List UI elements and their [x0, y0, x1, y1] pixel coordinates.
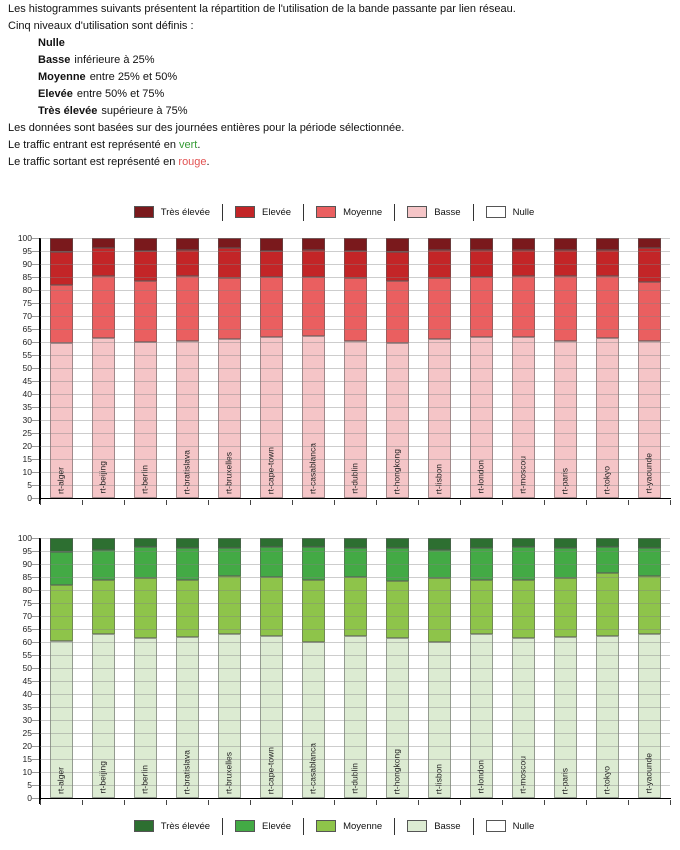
legend-item	[235, 206, 303, 218]
bar-segment-elevée	[596, 250, 619, 276]
x-axis-tick	[292, 500, 293, 505]
y-axis-label: 10	[22, 767, 32, 777]
legend-label: Elevée	[262, 820, 292, 832]
gridline	[40, 459, 670, 460]
bar-label: rt-paris	[559, 467, 570, 494]
legend-swatch-icon	[235, 206, 255, 218]
bar-segment-moyenne	[176, 276, 199, 341]
bar-label: rt-casablanca	[307, 442, 318, 494]
bar-label: rt-casablanca	[307, 742, 318, 794]
gridline	[40, 303, 670, 304]
legend-label: Moyenne	[343, 206, 383, 218]
bar-segment-très-élevée	[176, 538, 199, 548]
bar-label: rt-paris	[559, 767, 570, 794]
x-axis-tick	[628, 500, 629, 505]
bar-segment-très-élevée	[512, 238, 535, 250]
x-axis-tick	[418, 800, 419, 805]
bar-segment-très-élevée	[470, 538, 493, 548]
gridline	[40, 616, 670, 617]
y-axis-label: 90	[22, 559, 32, 569]
y-axis-label: 40	[22, 389, 32, 399]
bar-segment-très-élevée	[596, 238, 619, 250]
legend-sortant	[0, 202, 680, 222]
bar-segment-elevée	[50, 552, 73, 585]
gridline	[40, 316, 670, 317]
legend-label: Nulle	[512, 206, 535, 218]
gridline	[40, 603, 670, 604]
bar-segment-très-élevée	[260, 538, 283, 547]
intro-line-3: Les données sont basées sur des journées entières pour la période sélectionnée.	[8, 122, 405, 134]
legend-swatch-icon	[235, 820, 255, 832]
bar-label: rt-lisbon	[433, 463, 444, 494]
bar-label: rt-moscou	[517, 456, 528, 494]
bar-segment-très-élevée	[134, 238, 157, 251]
y-axis-label: 20	[22, 441, 32, 451]
legend-separator	[394, 204, 395, 221]
y-axis-label: 30	[22, 415, 32, 425]
gridline	[40, 342, 670, 343]
y-axis-label: 65	[22, 624, 32, 634]
gridline	[40, 733, 670, 734]
x-axis-tick	[376, 800, 377, 805]
gridline	[40, 720, 670, 721]
gridline	[40, 642, 670, 643]
legend-item	[486, 206, 547, 218]
legend-item	[134, 206, 222, 218]
gridline	[40, 433, 670, 434]
gridline	[40, 277, 670, 278]
bar-segment-très-élevée	[92, 538, 115, 550]
bar-segment-très-élevée	[176, 238, 199, 250]
bar-segment-moyenne	[470, 580, 493, 635]
bar-label: rt-london	[475, 760, 486, 794]
gridline	[40, 368, 670, 369]
bar-label: rt-cape-town	[265, 746, 276, 794]
bar-label: rt-dublin	[349, 463, 360, 494]
gridline	[40, 655, 670, 656]
bar-label: rt-berlin	[139, 765, 150, 794]
bar-segment-très-élevée	[554, 238, 577, 250]
bar-segment-moyenne	[344, 577, 367, 636]
bar-segment-très-élevée	[638, 238, 661, 248]
y-axis-label: 70	[22, 611, 32, 621]
bar-label: rt-hongkong	[391, 748, 402, 794]
x-axis-tick	[292, 800, 293, 805]
intro-line-2: Cinq niveaux d'utilisation sont définis :	[8, 20, 194, 32]
bar-segment-elevée	[638, 548, 661, 575]
bar-label: rt-london	[475, 460, 486, 494]
x-axis-tick	[334, 500, 335, 505]
gridline	[40, 785, 670, 786]
y-axis-label: 100	[17, 233, 32, 243]
y-axis-label: 70	[22, 311, 32, 321]
bar-segment-très-élevée	[134, 538, 157, 547]
y-axis-label: 40	[22, 689, 32, 699]
gridline	[40, 577, 670, 578]
y-axis-label: 80	[22, 585, 32, 595]
plot-area-entrant	[40, 538, 670, 798]
bar-label: rt-bruxelles	[223, 451, 234, 494]
y-axis-label: 25	[22, 428, 32, 438]
level-elevee: Elevée entre 50% et 75%	[38, 88, 165, 100]
legend-item	[316, 820, 394, 832]
x-axis-tick	[208, 500, 209, 505]
legend-swatch-icon	[486, 206, 506, 218]
legend-separator	[222, 818, 223, 835]
legend-entrant	[0, 816, 680, 836]
y-axis-label: 75	[22, 298, 32, 308]
bar-segment-moyenne	[50, 285, 73, 344]
intro-traffic-sortant: Le traffic sortant est représenté en rouge.	[8, 156, 210, 168]
gridline	[40, 251, 670, 252]
x-axis-tick	[82, 500, 83, 505]
gridline	[40, 446, 670, 447]
gridline	[40, 707, 670, 708]
legend-label: Basse	[434, 820, 461, 832]
y-axis-label: 15	[22, 754, 32, 764]
gridline	[40, 290, 670, 291]
legend-swatch-icon	[316, 206, 336, 218]
bar-segment-moyenne	[218, 278, 241, 339]
bar-label: rt-alger	[55, 467, 66, 494]
bar-label: rt-moscou	[517, 756, 528, 794]
legend-label: Moyenne	[343, 820, 383, 832]
gridline	[40, 538, 670, 539]
x-axis-tick	[670, 500, 671, 505]
bar-segment-moyenne	[302, 580, 325, 642]
bar-segment-moyenne	[302, 277, 325, 336]
bar-segment-très-élevée	[344, 238, 367, 251]
bar-segment-elevée	[554, 250, 577, 276]
chart-traffic-sortant	[0, 230, 680, 515]
x-axis-tick	[166, 500, 167, 505]
legend-item	[407, 206, 472, 218]
y-axis-label: 100	[17, 533, 32, 543]
intro-traffic-entrant: Le traffic entrant est représenté en vert.	[8, 139, 201, 151]
x-axis-tick	[250, 800, 251, 805]
bar-segment-très-élevée	[218, 238, 241, 248]
x-axis-tick	[40, 800, 41, 805]
gridline	[40, 772, 670, 773]
bar-label: rt-tokyo	[601, 465, 612, 494]
y-axis-label: 0	[27, 793, 32, 803]
bar-segment-moyenne	[596, 573, 619, 635]
chart-traffic-entrant	[0, 530, 680, 815]
bar-segment-elevée	[344, 548, 367, 577]
bar-segment-moyenne	[512, 276, 535, 337]
bar-segment-très-élevée	[428, 538, 451, 550]
bar-segment-très-élevée	[260, 238, 283, 251]
legend-item	[134, 820, 222, 832]
x-axis-tick	[40, 500, 41, 505]
bar-segment-moyenne	[428, 278, 451, 339]
y-axis-label: 35	[22, 702, 32, 712]
x-axis-tick	[586, 500, 587, 505]
bar-segment-très-élevée	[638, 538, 661, 548]
bar-segment-très-élevée	[302, 538, 325, 547]
legend-label: Nulle	[512, 820, 535, 832]
level-tres-elevee: Très élevée supérieure à 75%	[38, 105, 188, 117]
y-axis-label: 15	[22, 454, 32, 464]
legend-swatch-icon	[407, 820, 427, 832]
gridline	[40, 746, 670, 747]
y-axis-label: 10	[22, 467, 32, 477]
x-axis-tick	[502, 800, 503, 805]
gridline	[40, 381, 670, 382]
bar-segment-moyenne	[554, 276, 577, 341]
y-axis-label: 5	[27, 480, 32, 490]
bar-segment-elevée	[218, 548, 241, 575]
legend-swatch-icon	[134, 206, 154, 218]
legend-separator	[473, 818, 474, 835]
legend-separator	[303, 204, 304, 221]
y-axis-label: 0	[27, 493, 32, 503]
x-axis-tick	[670, 800, 671, 805]
word-rouge: rouge	[178, 156, 207, 168]
gridline	[40, 668, 670, 669]
legend-separator	[473, 204, 474, 221]
bar-segment-moyenne	[260, 577, 283, 636]
y-axis-label: 25	[22, 728, 32, 738]
bar-segment-moyenne	[92, 580, 115, 635]
bar-segment-très-élevée	[386, 538, 409, 548]
bar-segment-très-élevée	[470, 238, 493, 250]
bar-segment-très-élevée	[344, 538, 367, 548]
bar-segment-très-élevée	[302, 238, 325, 250]
y-axis-label: 35	[22, 402, 32, 412]
legend-swatch-icon	[134, 820, 154, 832]
y-axis-label: 20	[22, 741, 32, 751]
bar-label: rt-tokyo	[601, 765, 612, 794]
y-axis-label: 95	[22, 246, 32, 256]
bar-segment-moyenne	[218, 576, 241, 635]
bar-segment-moyenne	[428, 578, 451, 642]
y-axis-label: 50	[22, 363, 32, 373]
legend-label: Très élevée	[160, 206, 211, 218]
gridline	[40, 420, 670, 421]
legend-swatch-icon	[316, 820, 336, 832]
bar-label: rt-yaounde	[643, 453, 654, 494]
x-axis-tick	[544, 800, 545, 805]
y-axis-label: 95	[22, 546, 32, 556]
legend-separator	[394, 818, 395, 835]
x-axis-tick	[334, 800, 335, 805]
gridline	[40, 329, 670, 330]
x-axis-tick	[460, 800, 461, 805]
bar-segment-très-élevée	[428, 238, 451, 250]
legend-item	[316, 206, 394, 218]
x-axis-tick	[586, 800, 587, 805]
legend-item	[486, 820, 547, 832]
x-axis-tick	[124, 800, 125, 805]
x-axis-tick	[544, 500, 545, 505]
bar-segment-moyenne	[344, 278, 367, 340]
bar-label: rt-hongkong	[391, 448, 402, 494]
y-axis-label: 60	[22, 637, 32, 647]
bar-segment-très-élevée	[218, 538, 241, 548]
gridline	[40, 238, 670, 239]
x-axis-tick	[208, 800, 209, 805]
y-axis-label: 60	[22, 337, 32, 347]
legend-item	[235, 820, 303, 832]
bar-segment-moyenne	[50, 585, 73, 641]
level-moyenne: Moyenne entre 25% et 50%	[38, 71, 178, 83]
y-axis-label: 85	[22, 572, 32, 582]
bar-segment-très-élevée	[596, 538, 619, 547]
gridline	[40, 355, 670, 356]
legend-separator	[303, 818, 304, 835]
bar-label: rt-dublin	[349, 763, 360, 794]
legend-label: Elevée	[262, 206, 292, 218]
legend-swatch-icon	[486, 820, 506, 832]
gridline	[40, 590, 670, 591]
gridline	[40, 551, 670, 552]
bar-segment-elevée	[512, 250, 535, 276]
y-axis-label: 45	[22, 376, 32, 386]
level-nulle: Nulle	[38, 37, 65, 49]
x-axis-tick	[628, 800, 629, 805]
bar-label: rt-bruxelles	[223, 751, 234, 794]
x-axis-tick	[502, 500, 503, 505]
x-axis-tick	[82, 800, 83, 805]
bar-label: rt-berlin	[139, 465, 150, 494]
gridline	[40, 694, 670, 695]
bar-segment-elevée	[92, 248, 115, 275]
bar-segment-moyenne	[470, 277, 493, 337]
bar-segment-moyenne	[260, 277, 283, 337]
intro-line-1: Les histogrammes suivants présentent la répartition de l'utilisation de la bande passante par lien réseau.	[8, 3, 516, 15]
x-axis-tick	[250, 500, 251, 505]
legend-label: Très élevée	[160, 820, 211, 832]
legend-label: Basse	[434, 206, 461, 218]
bar-label: rt-bratislava	[181, 749, 192, 794]
bar-segment-très-élevée	[554, 538, 577, 548]
y-axis-label: 85	[22, 272, 32, 282]
bar-label: rt-beijing	[97, 461, 108, 494]
y-axis-label: 75	[22, 598, 32, 608]
gridline	[40, 681, 670, 682]
plot-area-sortant	[40, 238, 670, 498]
legend-item	[407, 820, 472, 832]
intro-text	[8, 3, 672, 173]
gridline	[40, 485, 670, 486]
bar-segment-très-élevée	[512, 538, 535, 547]
x-axis-tick	[376, 500, 377, 505]
bar-segment-elevée	[50, 252, 73, 285]
gridline	[40, 472, 670, 473]
y-axis-label: 30	[22, 715, 32, 725]
y-axis-label: 55	[22, 650, 32, 660]
bar-label: rt-alger	[55, 767, 66, 794]
bar-label: rt-yaounde	[643, 753, 654, 794]
y-axis-label: 90	[22, 259, 32, 269]
y-axis-label: 55	[22, 350, 32, 360]
legend-swatch-icon	[407, 206, 427, 218]
level-basse: Basse inférieure à 25%	[38, 54, 155, 66]
gridline	[40, 407, 670, 408]
y-axis-label: 80	[22, 285, 32, 295]
bar-label: rt-bratislava	[181, 449, 192, 494]
legend-separator	[222, 204, 223, 221]
x-axis-tick	[418, 500, 419, 505]
bar-segment-très-élevée	[92, 238, 115, 248]
x-axis-tick	[166, 800, 167, 805]
gridline	[40, 564, 670, 565]
bar-label: rt-cape-town	[265, 446, 276, 494]
y-axis-label: 45	[22, 676, 32, 686]
gridline	[40, 629, 670, 630]
bar-segment-moyenne	[638, 576, 661, 635]
gridline	[40, 264, 670, 265]
gridline	[40, 394, 670, 395]
gridline	[40, 759, 670, 760]
bar-label: rt-lisbon	[433, 763, 444, 794]
bar-segment-elevée	[176, 250, 199, 276]
x-axis-tick	[460, 500, 461, 505]
y-axis-label: 65	[22, 324, 32, 334]
bar-label: rt-beijing	[97, 761, 108, 794]
x-axis-tick	[124, 500, 125, 505]
word-vert: vert	[179, 139, 198, 151]
y-axis-label: 5	[27, 780, 32, 790]
y-axis-label: 50	[22, 663, 32, 673]
